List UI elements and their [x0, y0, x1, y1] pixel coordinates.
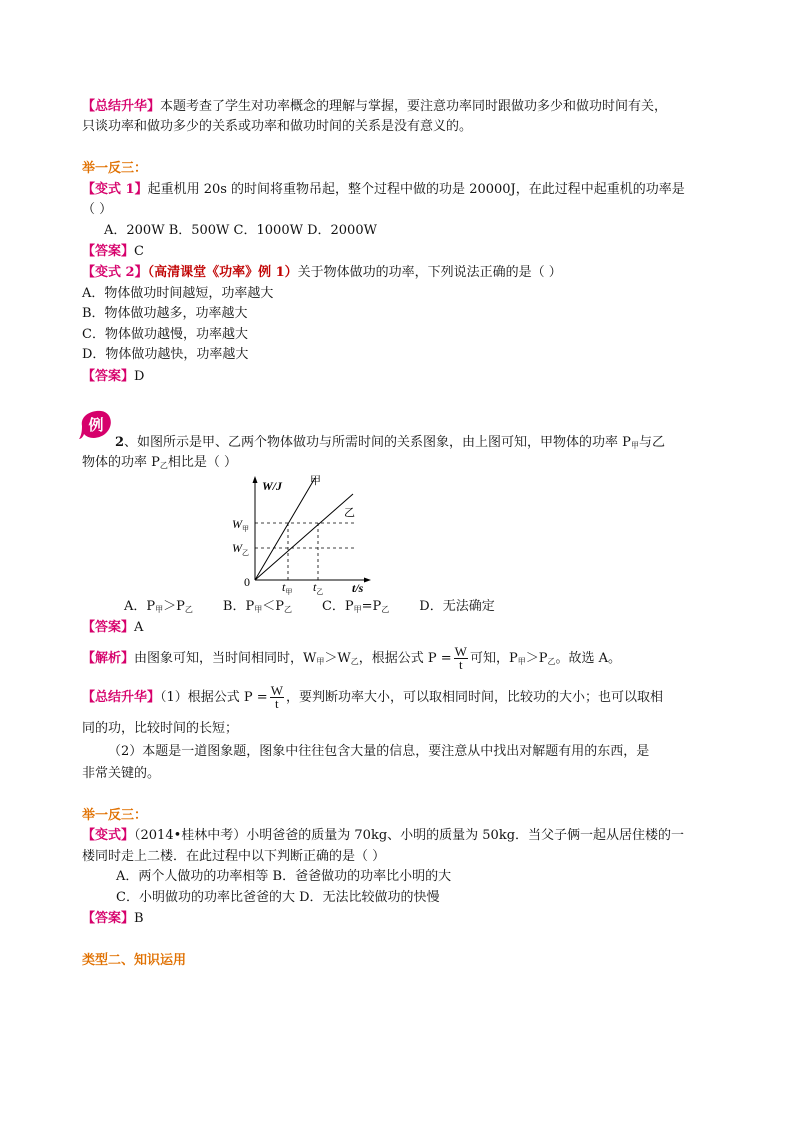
- variant-1-question: 【变式 1】起重机用 20s 的时间将重物吊起，整个过程中做的功是 20000J，在此过程中起重机的功率是: [82, 182, 685, 197]
- y-axis-label: W/J: [262, 479, 283, 493]
- practice-heading: 举一反三：: [82, 161, 148, 176]
- variant-question-line-1: 【变式】（2014•桂林中考）小明爸爸的质量为 70kg、小明的质量为 50kg．当父子俩一起从居住楼的一: [82, 828, 685, 843]
- power-formula-fraction-2: $\frac{W}{t}$: [270, 683, 283, 711]
- variant-2-answer: 【答案】D: [82, 369, 145, 384]
- w-jia-label: $W_甲$: [232, 517, 249, 533]
- variant-2-option-b: B．物体做功越多，功率越大: [82, 306, 248, 321]
- variant-answer: 【答案】B: [82, 911, 144, 926]
- w-yi-label: $W_乙$: [232, 541, 249, 557]
- example-question-line-1: 2、如图所示是甲、乙两个物体做功与所需时间的关系图象，由上图可知，甲物体的功率 $P_甲$与乙: [115, 435, 665, 450]
- line-jia-label: 甲: [310, 474, 321, 487]
- variant-2-option-a: A．物体做功时间越短，功率越大: [82, 286, 274, 301]
- example-badge-label: 例: [88, 416, 104, 434]
- summary-line-1: 【总结升华】本题考查了学生对功率概念的理解与掌握，要注意功率同时跟做功多少和做功时间有关，: [82, 99, 668, 114]
- example-badge-icon: [79, 410, 113, 440]
- power-formula-fraction: $\frac{W}{t}$: [454, 644, 467, 672]
- summary-line-2: 只谈功率和做功多少的关系或功率和做功时间的关系是没有意义的。: [82, 119, 473, 134]
- example-options: A．$P_甲>P_乙$ B．$P_甲<P_乙$ C．$P_甲=P_乙$ D．无法确定: [124, 599, 495, 614]
- variant-2-question: 【变式 2】（高清课堂《功率》例 1）关于物体做功的功率，下列说法正确的是（ ）: [82, 265, 562, 280]
- line-yi: [255, 494, 353, 580]
- practice-heading-2: 举一反三：: [82, 808, 148, 823]
- variant-2-option-c: C．物体做功越慢，功率越大: [82, 327, 248, 342]
- variant-question-line-2: 楼同时走上二楼．在此过程中以下判断正确的是（ ）: [82, 849, 386, 864]
- variant-options-ab: A．两个人做功的功率相等 B．爸爸做功的功率比小明的大: [116, 869, 452, 884]
- variant-1-options: A．200W B．500W C．1000W D．2000W: [104, 223, 377, 238]
- t-jia-label: $t_甲$: [282, 580, 293, 596]
- example-question-line-2: 物体的功率 $P_乙$相比是（ ）: [82, 455, 238, 470]
- variant-2-option-d: D．物体做功越快，功率越大: [82, 347, 249, 362]
- variant-1-blank: （ ）: [82, 202, 113, 217]
- example-answer: 【答案】A: [82, 620, 144, 635]
- work-time-graph: [228, 470, 378, 596]
- example-summary-line-4: 非常关键的。: [82, 766, 161, 781]
- line-yi-label: 乙: [344, 506, 355, 519]
- section-heading: 类型二、知识运用: [82, 953, 187, 968]
- example-summary-line-1: 【总结升华】（1）根据公式 P = $\frac{W}{t}$ ，要判断功率大小，可以取相同时间，比较功的大小；也可以取相: [82, 683, 663, 711]
- example-summary-line-3: （2）本题是一道图象题，图象中往往包含大量的信息，要注意从中找出对解题有用的东西，是: [108, 744, 650, 759]
- t-yi-label: $t_乙$: [313, 580, 324, 596]
- x-axis-label: t/s: [352, 581, 364, 595]
- example-summary-line-2: 同的功，比较时间的长短；: [82, 721, 239, 736]
- variant-options-cd: C．小明做功的功率比爸爸的大 D．无法比较做功的快慢: [116, 890, 440, 905]
- example-explanation: 【解析】由图象可知，当时间相同时，$W_甲>W_乙$，根据公式 P = $\frac{W}{t}$ 可知，$P_甲>P_乙$。故选 A。: [82, 644, 621, 672]
- line-jia: [255, 478, 315, 580]
- origin-label: 0: [244, 575, 250, 589]
- variant-1-answer: 【答案】C: [82, 244, 144, 259]
